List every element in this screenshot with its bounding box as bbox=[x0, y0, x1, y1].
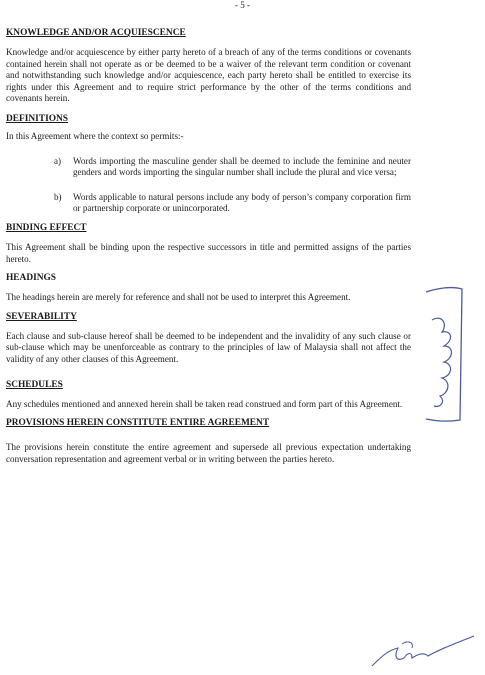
section-paragraph: Knowledge and/or acquiescence by either party hereto of a breach of any of the terms conditions or covenants contained herein shall not operate as or be deemed to be a waiver of the relevant term condition or covenant and notwithstanding such knowledge and/or acquiescence, each party hereto shall be entitled to exercise its rights under this Agreement and to require strict performance by the other of the terms conditions and covenants herein. bbox=[6, 47, 411, 104]
section-heading: PROVISIONS HEREIN CONSTITUTE ENTIRE AGREEMENT bbox=[6, 418, 270, 429]
signature-right-margin bbox=[418, 280, 478, 430]
section-definitions bbox=[6, 113, 411, 215]
section-entire-agreement bbox=[6, 417, 411, 465]
definition-item bbox=[54, 156, 411, 179]
section-paragraph: This Agreement shall be binding upon the respective successors in title and permitted assigns of the parties hereto. bbox=[6, 241, 411, 264]
item-text: Words applicable to natural persons include any body of person’s company corporation firm or partnership corporate or unincorporated. bbox=[73, 191, 411, 214]
section-paragraph: In this Agreement where the context so permits:- bbox=[6, 130, 184, 141]
section-paragraph: The provisions herein constitute the entire agreement and supersede all previous expectation undertaking conversation representation and agreement verbal or in writing between the parties hereto. bbox=[6, 442, 411, 464]
definition-item bbox=[54, 192, 411, 215]
section-headings bbox=[6, 272, 411, 304]
section-schedules bbox=[6, 379, 411, 411]
section-severability bbox=[6, 311, 411, 366]
section-heading: KNOWLEDGE AND/OR ACQUIESCENCE bbox=[6, 28, 186, 38]
section-binding-effect bbox=[6, 222, 411, 265]
section-heading: DEFINITIONS bbox=[6, 113, 68, 124]
section-paragraph: Each clause and sub-clause hereof shall be deemed to be independent and the invalidity of any such clause or sub-clause which may be unenforceable as contrary to the principles of law of Malaysia shall not affect the validity of any other clauses of this Agreement. bbox=[6, 330, 411, 364]
section-heading: SEVERABILITY bbox=[6, 311, 77, 322]
document-body bbox=[6, 27, 411, 465]
section-paragraph: The headings herein are merely for reference and shall not be used to interpret this Agreement. bbox=[6, 292, 351, 303]
section-paragraph: Any schedules mentioned and annexed herein shall be taken read construed and form part of this Agreement. bbox=[6, 398, 403, 409]
section-heading: BINDING EFFECT bbox=[6, 222, 87, 233]
signature-bottom-right bbox=[368, 632, 480, 672]
item-text: Words importing the masculine gender shall be deemed to include the feminine and neuter genders and words importing the singular number shall include the plural and vice versa; bbox=[73, 155, 411, 178]
item-label: b) bbox=[54, 191, 62, 202]
item-label: a) bbox=[54, 155, 62, 166]
section-heading: HEADINGS bbox=[6, 273, 57, 284]
page-number: - 5 - bbox=[235, 0, 250, 10]
section-knowledge bbox=[6, 27, 411, 105]
section-heading: SCHEDULES bbox=[6, 379, 63, 390]
